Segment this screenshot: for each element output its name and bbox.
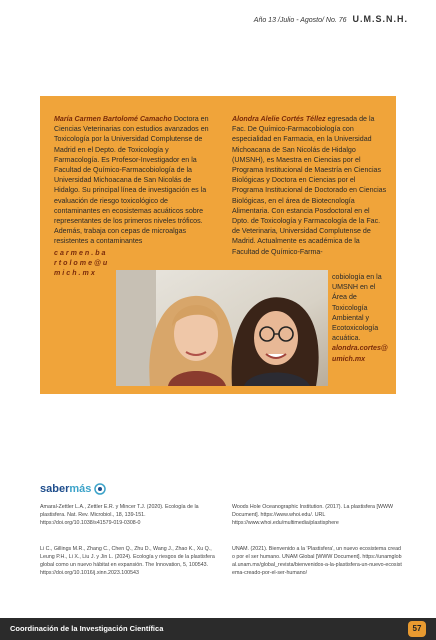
reference-right-2: UNAM. (2021). Bienvenido a la 'Plastisfera', un nuevo ecosistema creado por el ser humano. UNAM Global [WWW Document]. https://unamglobal.unam.mx/global_revista/bienvenidos-a-la-plastisfera-un-nuevo-ecosistema-creado-por-el-ser-humano/	[232, 546, 402, 576]
author-email-right[interactable]: alondra.cortes@umich.mx	[332, 344, 388, 363]
issue-label: Año 13 /Julio - Agosto/ No. 76	[253, 17, 347, 24]
reference-left-2: Li C., Gillings M.R., Zhang C., Chen Q., Zhu D., Wang J., Zhao K., Xu Q., Leung P.H., Li X., Liu J. y Jin L. (2024). Ecología y riesgos de la plastisfera global como un nuevo hábitat en expansión. The Innovation, 5, 100543. https://doi.org/10.1016/j.xinn.2023.100543	[40, 546, 215, 576]
author-bio-right-text: egresada de la Fac. De Químico-Farmacobiología con especialidad en Farmacia, en la Universidad Michoacana de San Nicolás de Hidalgo (UMSNH), es Maestra en Ciencias por el Programa Institucional de Maestría en Ciencias Biológicas y Doctora en Ciencias por el Programa Institucional de Doctorado en Ciencias Biológicas, en el área de Biotecnología Alimentaria. Con estancia Posdoctoral en el Dpto. de Toxicología y Farmacología de la Fac. de Veterinaria, Universidad Complutense de Madrid. Actualmente es académica de la Facultad de Químico-Farma-	[232, 115, 387, 256]
running-header	[254, 14, 408, 24]
logo-mark-icon	[93, 482, 107, 496]
bio-right-continued	[332, 272, 388, 364]
author-email-left[interactable]: carmen.bartolome@umich.mx	[54, 248, 110, 278]
logo-text-mas: más	[69, 483, 92, 495]
footer-label: Coordinación de la Investigación Científica	[10, 624, 164, 633]
author-name-left: María Carmen Bartolomé Camacho	[54, 115, 172, 123]
page-footer	[0, 618, 436, 640]
author-bio-left-text: Doctora en Ciencias Veterinarias con estudios avanzados en Toxicología por la Universidad Complutense de Madrid en el Depto. de Toxicología y Farmacología. Es Profesor-Investigador en la Facultad de Químico-Farmacobiología de la Universidad Michoacana de San Nicolás de Hidalgo. Su principal línea de investigación es la evaluación de riesgo toxicológico de contaminantes en ecosistemas acuáticos sobre representantes de los primeros niveles tróficos. Además, trabaja con cepas de microalgas resistentes a contaminantes	[54, 115, 209, 246]
author-bio-right-text-cont: cobiología en la UMSNH en el Área de Toxicología Ambiental y Ecotoxicología acuática.	[332, 273, 382, 343]
logo-text-saber: saber	[40, 483, 70, 495]
bio-left	[54, 114, 212, 278]
sabermas-logo	[40, 482, 107, 496]
authors-photo	[116, 270, 328, 386]
bio-right	[232, 114, 388, 257]
page-number: 57	[408, 621, 426, 637]
reference-right-1: Woods Hole Oceanographic Institution. (2017). La plastisfera [WWW Document]. https://www.whoi.edu/. URL https://www.whoi.edu/multimedia/plastisphere	[232, 504, 393, 526]
author-name-right: Alondra Alelie Cortés Téllez	[232, 115, 326, 123]
reference-left-1: Amaral-Zettler L.A., Zettler E.R. y Mincer T.J. (2020). Ecología de la plastisfera. Nat. Rev. Microbiol., 18, 139-151. https://doi.org/10.1038/s41579-019-0308-0	[40, 504, 199, 526]
brand-label: U.M.S.N.H.	[352, 14, 408, 24]
